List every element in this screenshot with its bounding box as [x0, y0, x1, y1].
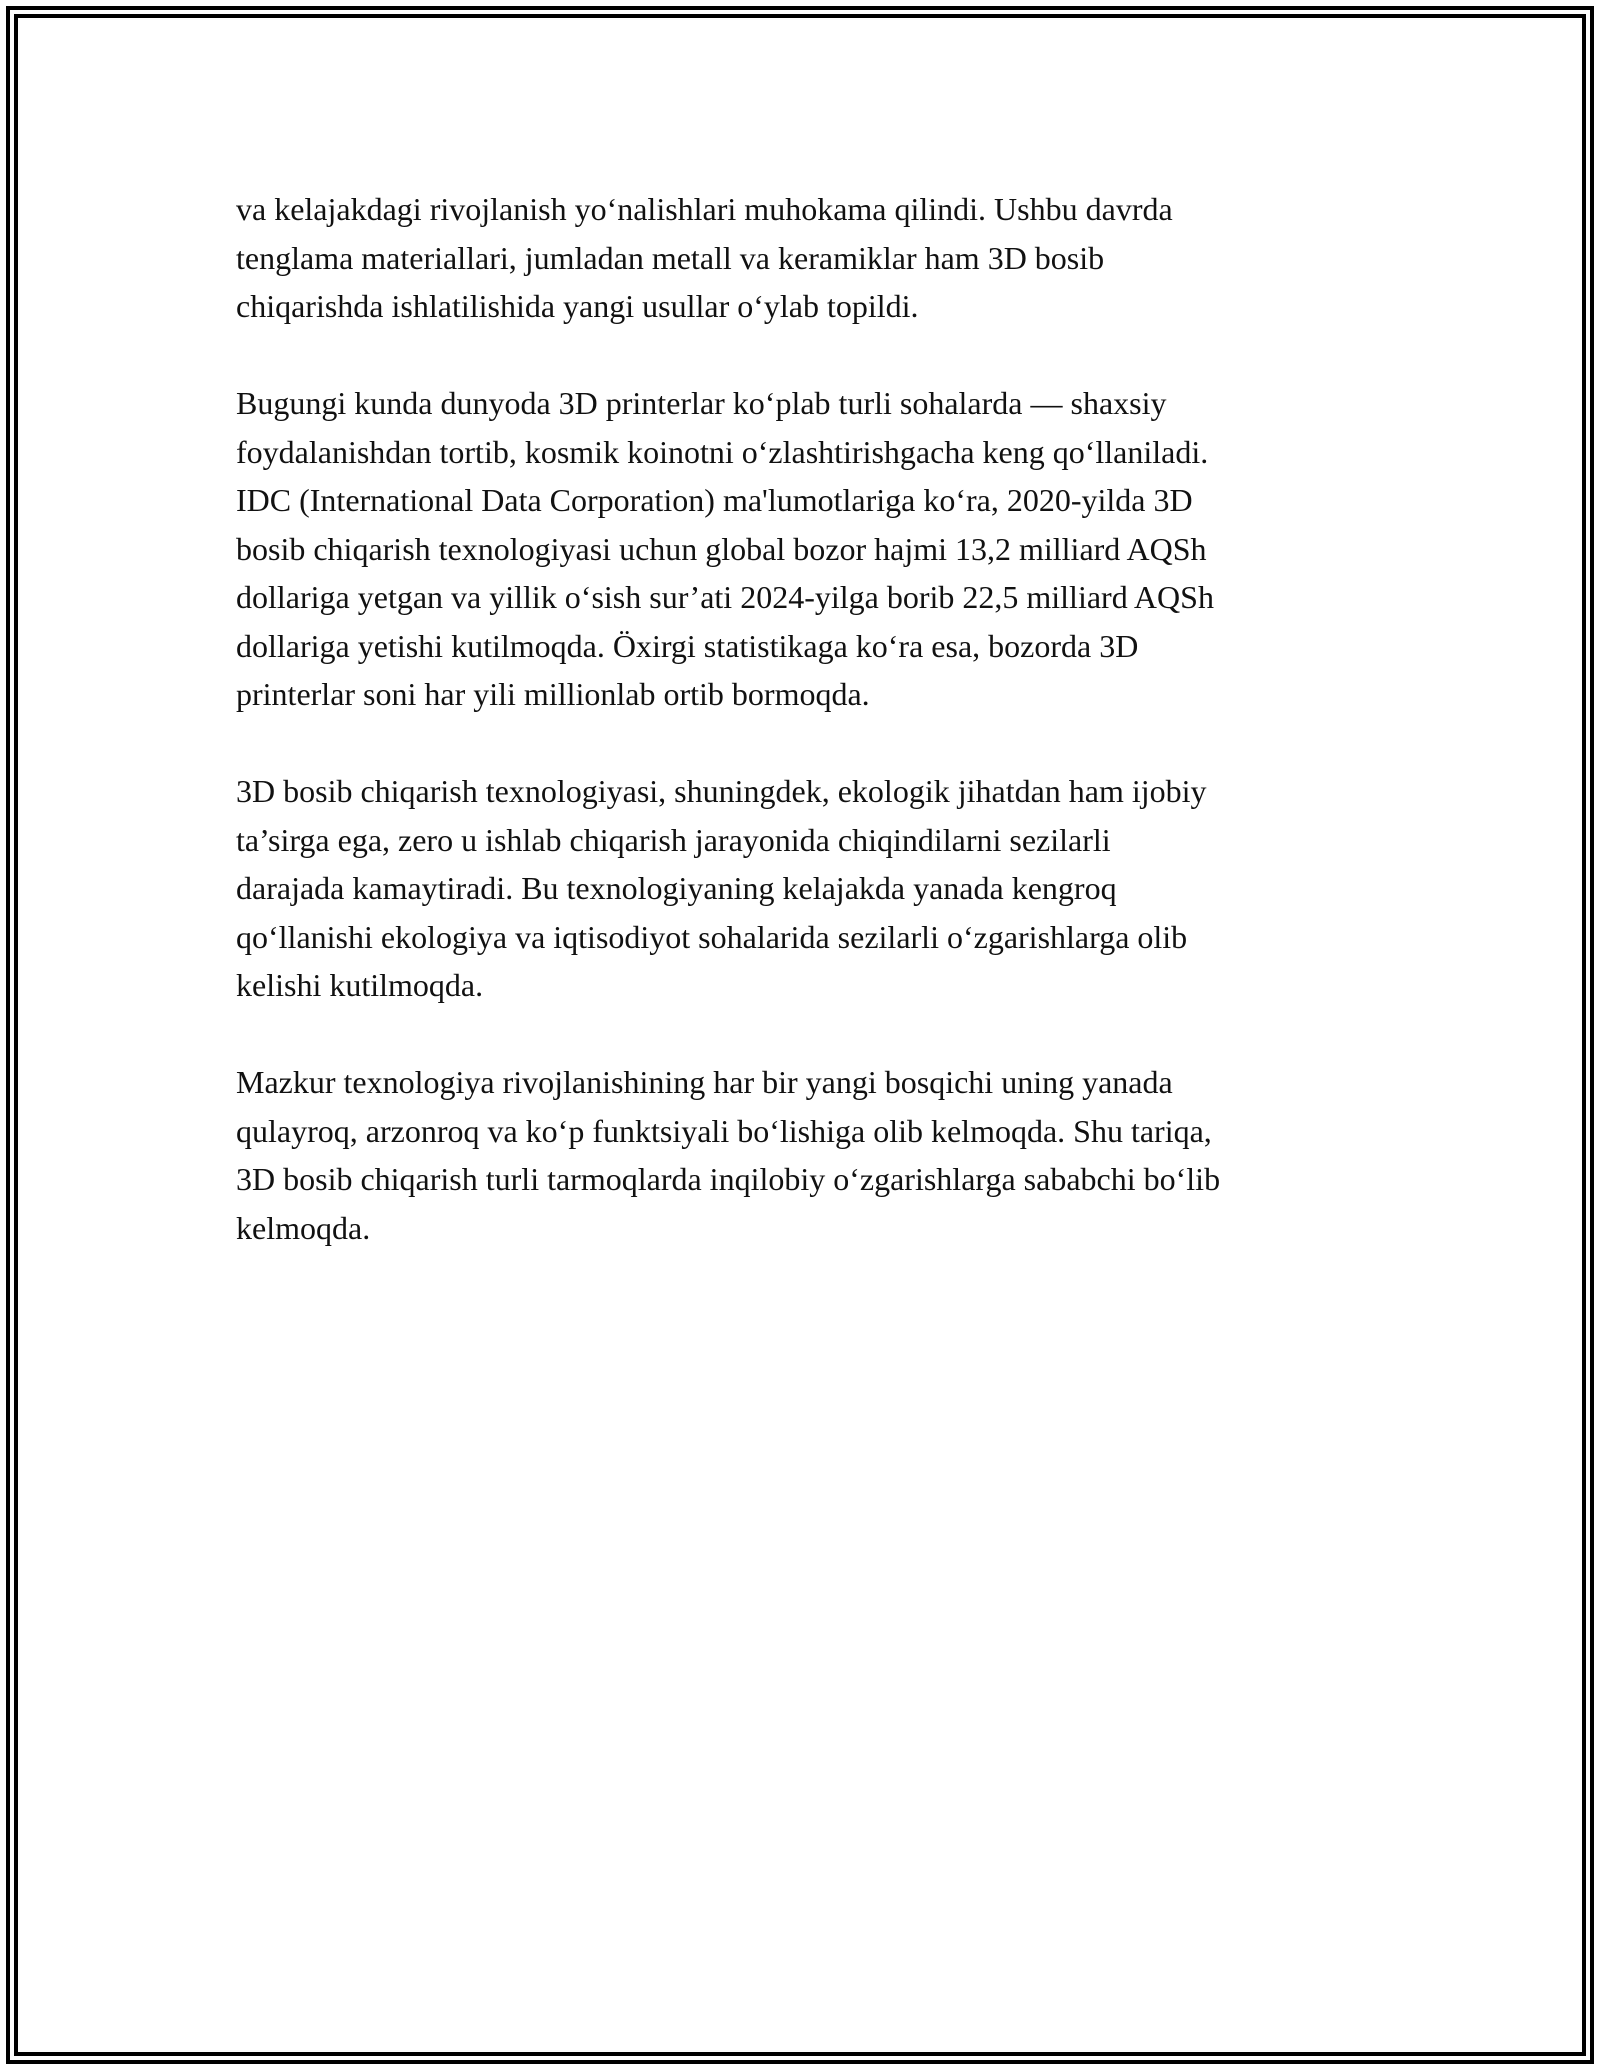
paragraph-1 [236, 185, 1381, 331]
paragraph-2 [236, 379, 1381, 719]
text-line: kelishi kutilmoqda. [236, 967, 484, 1003]
paragraph-4 [236, 1058, 1381, 1252]
text-line: bosib chiqarish texnologiyasi uchun global bozor hajmi 13,2 milliard AQSh [236, 530, 1207, 567]
text-line: qulayroq, arzonroq va ko‘p funktsiyali bo‘lishiga olib kelmoqda. Shu tariqa, [236, 1112, 1212, 1149]
document-body [236, 185, 1381, 1301]
text-line: kelmoqda. [236, 1209, 371, 1246]
text-line: va kelajakdagi rivojlanish yo‘nalishlari muhokama qilindi. Ushbu davrda [236, 191, 1173, 227]
text-line: tenglama materiallari, jumladan metall va keramiklar ham 3D bosib [236, 239, 1105, 276]
paragraph-3 [236, 767, 1381, 1010]
text-line: dollariga yetishi kutilmoqda. Öxirgi statistikaga ko‘ra esa, bozorda 3D [236, 627, 1139, 664]
text-line: Bugungi kunda dunyoda 3D printerlar ko‘plab turli sohalarda — shaxsiy [236, 385, 1167, 421]
text-line: printerlar soni har yili millionlab ortib bormoqda. [236, 676, 870, 712]
text-line: Mazkur texnologiya rivojlanishining har bir yangi bosqichi uning yanada [236, 1064, 1173, 1100]
text-line: dollariga yetgan va yillik o‘sish sur’ati 2024-yilga borib 22,5 milliard AQSh [236, 579, 1214, 615]
text-line: 3D bosib chiqarish texnologiyasi, shuningdek, ekologik jihatdan ham ijobiy [236, 773, 1207, 809]
text-line: qo‘llanishi ekologiya va iqtisodiyot sohalarida sezilarli o‘zgarishlarga olib [236, 918, 1188, 955]
text-line: IDC (International Data Corporation) ma'lumotlariga ko‘ra, 2020-yilda 3D [236, 482, 1193, 518]
text-line: foydalanishdan tortib, kosmik koinotni o‘zlashtirishgacha keng qo‘llaniladi. [236, 433, 1209, 470]
text-line: chiqarishda ishlatilishida yangi usullar o‘ylab topildi. [236, 288, 919, 324]
text-line: darajada kamaytiradi. Bu texnologiyaning kelajakda yanada kengroq [236, 870, 1117, 906]
text-line: 3D bosib chiqarish turli tarmoqlarda inqilobiy o‘zgarishlarga sababchi bo‘lib [236, 1161, 1221, 1197]
text-line: ta’sirga ega, zero u ishlab chiqarish jarayonida chiqindilarni sezilarli [236, 821, 1111, 858]
